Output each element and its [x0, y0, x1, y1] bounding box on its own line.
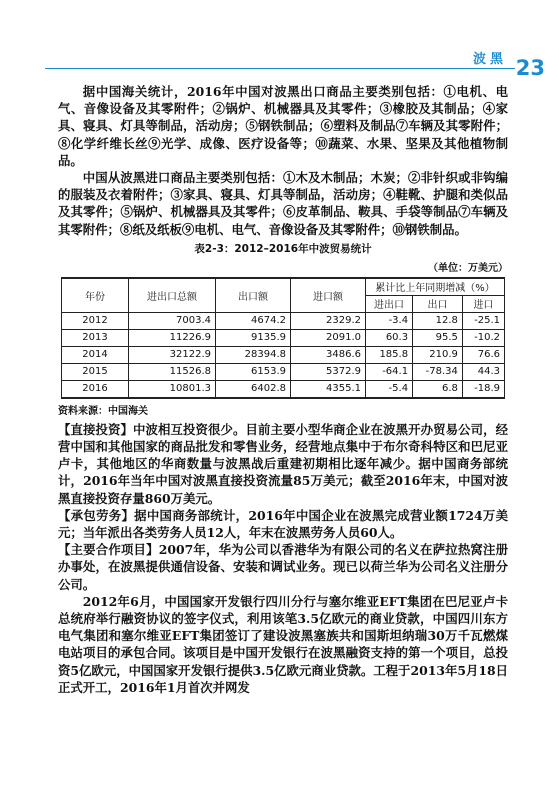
- cell-growth-total: -5.4: [366, 380, 413, 398]
- cell-year: 2013: [62, 329, 129, 346]
- paragraph-contracting-labor: 【承包劳务】据中国商务部统计，2016年中国企业在波黑完成营业额1724万美元；当年派出各类劳务人员12人，年末在波黑劳务人员60人。: [58, 507, 508, 541]
- cell-growth-import: -25.1: [462, 312, 504, 329]
- cell-growth-total: -3.4: [366, 312, 413, 329]
- table-row: [62, 380, 505, 398]
- table-row: [62, 312, 505, 329]
- cell-year: 2016: [62, 380, 129, 398]
- cell-total: 11226.9: [129, 329, 216, 346]
- page-body: [58, 83, 508, 696]
- paragraph-direct-investment: 【直接投资】中波相互投资很少。目前主要小型华商企业在波黑开办贸易公司，经营中国和其他国家的商品批发和零售业务，经营地点集中于布尔奇科特区和巴尼亚卢卡，其他地区的华商数量与波黑战后重建初期相比逐年减少。据中国商务部统计，2016年当年中国对波黑直接投资流量85万美元；截至2016年末，中国对波黑直接投资存量860万美元。: [58, 421, 508, 506]
- cell-export: 6402.8: [216, 380, 291, 398]
- cell-growth-import: 76.6: [462, 346, 504, 363]
- cell-growth-export: 6.8: [413, 380, 463, 398]
- cell-growth-total: 60.3: [366, 329, 413, 346]
- table-unit: （单位：万美元）: [428, 262, 508, 274]
- col-growth-export: 出口: [413, 295, 463, 312]
- cell-export: 6153.9: [216, 363, 291, 380]
- cell-growth-export: 12.8: [413, 312, 463, 329]
- cell-year: 2012: [62, 312, 129, 329]
- paragraph-power-station: 2012年6月，中国国家开发银行四川分行与塞尔维亚EFT集团在巴尼亚卢卡总统府举行融资协议的签字仪式，利用该笔3.5亿欧元的商业贷款，中国四川东方电气集团和塞尔维亚EFT集团签订了建设波黑塞族共和国斯坦纳瑞30万千瓦燃煤电站项目的承包合同。该项目是中国开发银行在波黑融资支持的第一个项目，总投资5亿欧元，中国国家开发银行提供3.5亿欧元商业贷款。工程于2013年5月18日正式开工，2016年1月首次并网发: [58, 593, 508, 695]
- col-import: 进口额: [291, 278, 366, 313]
- paragraph-exports: 据中国海关统计，2016年中国对波黑出口商品主要类别包括：①电机、电气、音像设备及其零附件；②锅炉、机械器具及其零件；③橡胶及其制品；④家具、寝具、灯具等制品，活动房；⑤钢铁制品；⑥塑料及制品⑦车辆及其零附件；⑧化学纤维长丝⑨光学、成像、医疗设备等；⑩蔬菜、水果、坚果及其他植物制品。: [58, 84, 508, 168]
- col-year: 年份: [62, 278, 129, 313]
- cell-growth-import: -18.9: [462, 380, 504, 398]
- cell-import: 5372.9: [291, 363, 366, 380]
- cell-total: 7003.4: [129, 312, 216, 329]
- cell-growth-import: 44.3: [462, 363, 504, 380]
- table-row: [62, 329, 505, 346]
- col-growth-import: 进口: [462, 295, 504, 312]
- cell-growth-export: -78.34: [413, 363, 463, 380]
- paragraph-cooperation-projects: 【主要合作项目】2007年，华为公司以香港华为有限公司的名义在萨拉热窝注册办事处，在波黑提供通信设备、安装和调试业务。现已以荷兰华为公司名义注册分公司。: [58, 542, 508, 592]
- cell-growth-export: 210.9: [413, 346, 463, 363]
- table-title: 表2-3：2012–2016年中波贸易统计: [194, 242, 372, 255]
- cell-growth-total: 185.8: [366, 346, 413, 363]
- cell-export: 9135.9: [216, 329, 291, 346]
- cell-growth-total: -64.1: [366, 363, 413, 380]
- cell-year: 2014: [62, 346, 129, 363]
- page-number: 23: [515, 56, 545, 80]
- cell-total: 32122.9: [129, 346, 216, 363]
- paragraph-imports: 中国从波黑进口商品主要类别包括：①木及木制品；木炭；②非针织或非钩编的服装及衣着附件；③家具、寝具、灯具等制品，活动房；④鞋靴、护腿和类似品及其零件；⑤锅炉、机械器具及其零件；⑥皮革制品、鞍具、手袋等制品⑦车辆及其零附件；⑧纸及纸板⑨电机、电气、音像设备及其零附件；⑩钢铁制品。: [58, 170, 508, 237]
- cell-growth-export: 95.5: [413, 329, 463, 346]
- running-header: 波黑: [472, 52, 507, 67]
- cell-year: 2015: [62, 363, 129, 380]
- cell-export: 4674.2: [216, 312, 291, 329]
- col-growth: 累计比上年同期增减（%）: [366, 278, 505, 296]
- col-total: 进出口总额: [129, 278, 216, 313]
- header-rule: [45, 68, 515, 69]
- cell-growth-import: -10.2: [462, 329, 504, 346]
- cell-total: 10801.3: [129, 380, 216, 398]
- cell-export: 28394.8: [216, 346, 291, 363]
- table-row: [62, 363, 505, 380]
- cell-total: 11526.8: [129, 363, 216, 380]
- trade-table: [61, 277, 505, 399]
- table-source: 资料来源：中国海关: [58, 405, 148, 417]
- cell-import: 2091.0: [291, 329, 366, 346]
- cell-import: 4355.1: [291, 380, 366, 398]
- cell-import: 3486.6: [291, 346, 366, 363]
- table-row: [62, 346, 505, 363]
- cell-import: 2329.2: [291, 312, 366, 329]
- col-growth-total: 进出口: [366, 295, 413, 312]
- col-export: 出口额: [216, 278, 291, 313]
